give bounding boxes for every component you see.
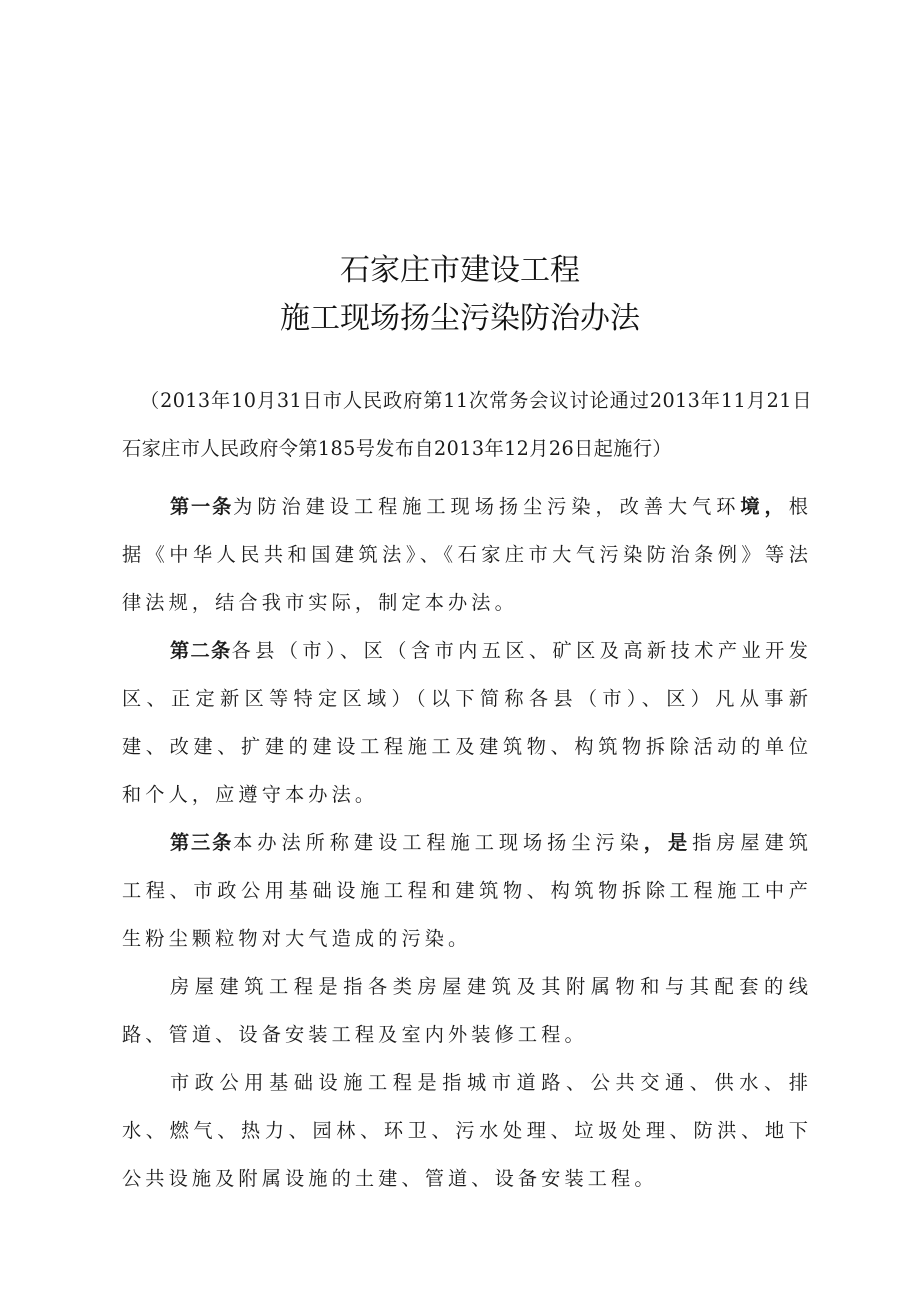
article-3-text-a: 本办法所称建设工程施工现场扬尘污染 (233, 831, 644, 854)
document-title-line-2: 施工现场扬尘污染防治办法 (280, 301, 640, 336)
article-2-text: 各县（市）、区（含市内五区、矿区及高新技术产业开发区、正定新区等特定区域）（以下简称各县（市）、区）凡从事新建、改建、扩建的建设工程施工及建筑物、构筑物拆除活动的单位和个人，应遵守本办法。 (122, 639, 812, 806)
article-1-text-b: 根据《中华人民共和国建筑法》、《石家庄市大气污染防治条例》等法律法规，结合我市实际，制定本办法。 (122, 495, 813, 614)
article-3 (122, 819, 812, 963)
document-title-line-1: 石家庄市建设工程 (340, 253, 580, 288)
adoption-note: （2013年10月31日市人民政府第11次常务会议讨论通过2013年11月21日石家庄市人民政府令第185号发布自2013年12月26日起施行） (122, 389, 812, 460)
article-1-text-a: 为防治建设工程施工现场扬尘污染，改善大气环 (233, 495, 741, 518)
article-2 (122, 627, 812, 819)
article-1-lead: 第一条 (170, 495, 234, 518)
article-1 (122, 483, 812, 627)
article-3-lead: 第三条 (170, 831, 234, 854)
document-body (122, 483, 812, 1203)
article-2-lead: 第二条 (170, 639, 232, 662)
paragraph-housing: 房屋建筑工程是指各类房屋建筑及其附属物和与其配套的线路、管道、设备安装工程及室内外装修工程。 (122, 975, 812, 1046)
article-3-text-bold: ，是 (643, 831, 693, 854)
article-1-text-bold: 境， (740, 495, 789, 518)
article-3-text-b: 指房屋建筑工程、市政公用基础设施工程和建筑物、构筑物拆除工程施工中产生粉尘颗粒物对大气造成的污染。 (122, 831, 813, 950)
paragraph-municipal: 市政公用基础设施工程是指城市道路、公共交通、供水、排水、燃气、热力、园林、环卫、污水处理、垃圾处理、防洪、地下公共设施及附属设施的土建、管道、设备安装工程。 (122, 1071, 812, 1190)
